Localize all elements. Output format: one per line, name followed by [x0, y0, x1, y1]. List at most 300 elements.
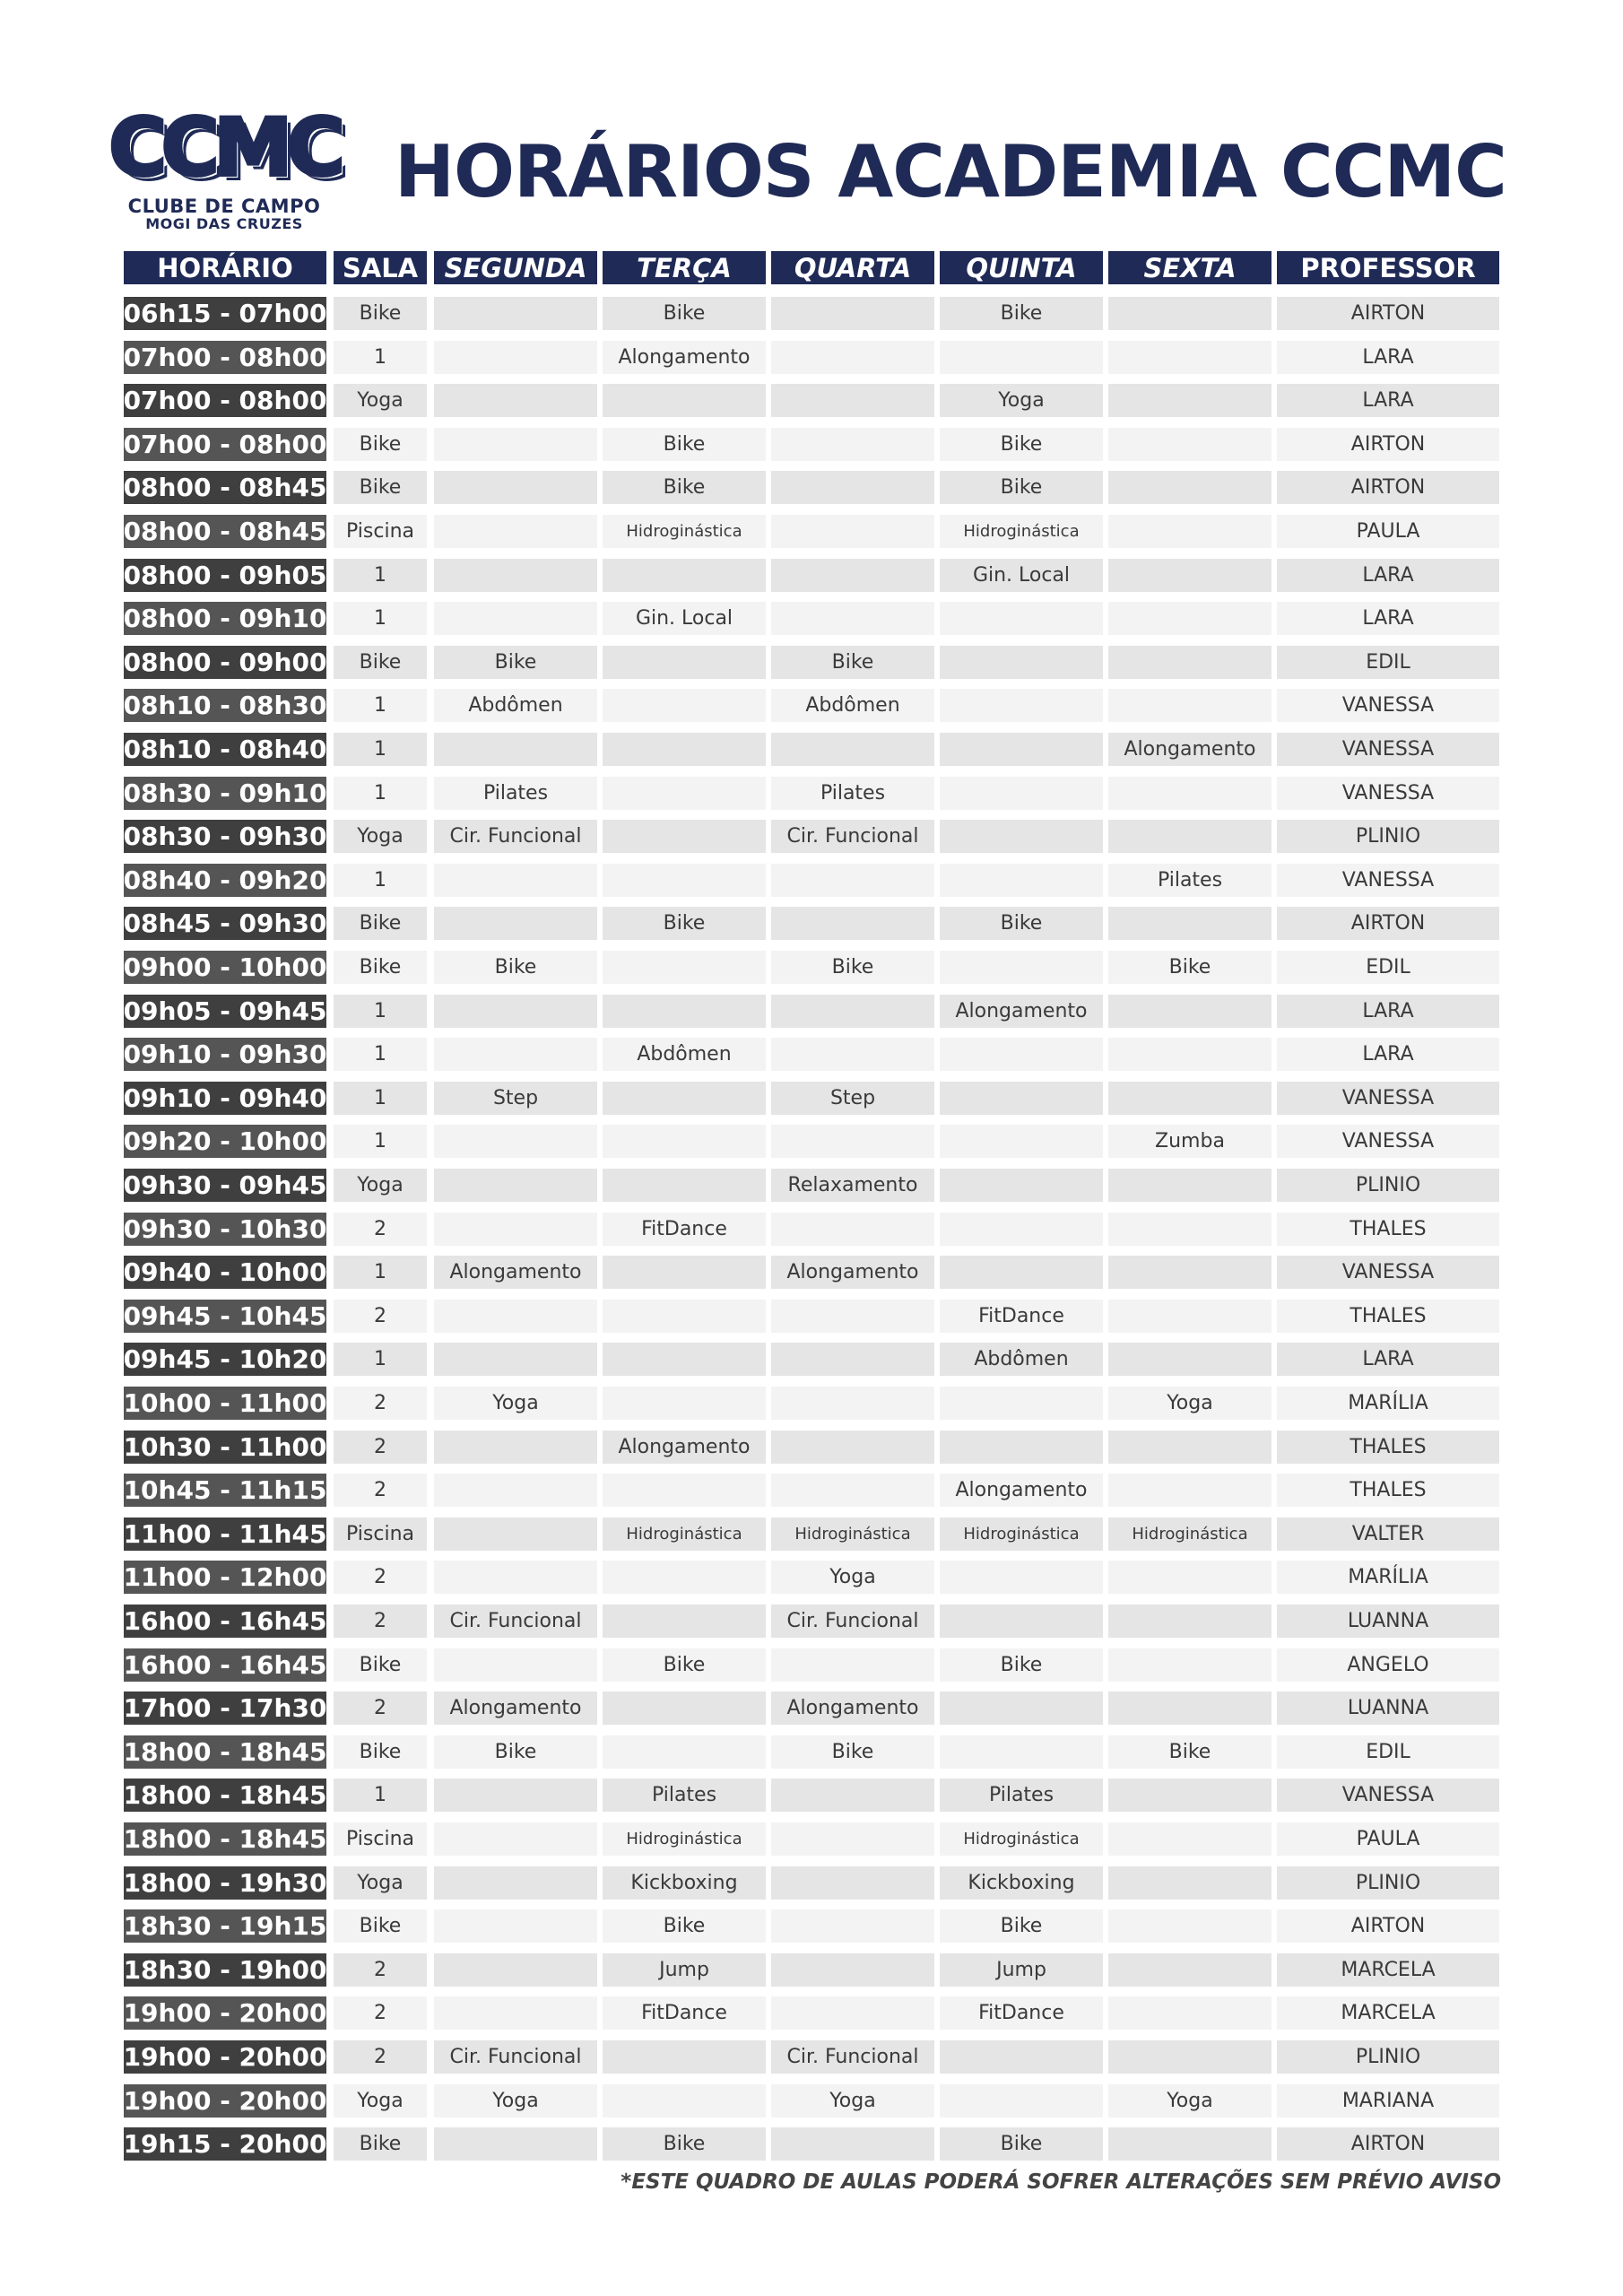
cell-sala: 2 [334, 1996, 427, 2030]
cell-segunda [434, 1343, 597, 1376]
cell-professor: LARA [1277, 1343, 1499, 1376]
cell-sexta [1108, 1300, 1271, 1333]
cell-segunda [434, 1779, 597, 1812]
cell-quinta [940, 1125, 1103, 1158]
cell-sexta [1108, 689, 1271, 722]
cell-quarta: Hidroginástica [771, 1518, 934, 1551]
cell-segunda [434, 428, 597, 461]
cell-sala: 2 [334, 1431, 427, 1464]
cell-quarta [771, 995, 934, 1028]
cell-segunda: Pilates [434, 777, 597, 810]
cell-professor: LARA [1277, 1038, 1499, 1071]
cell-terca [603, 2040, 766, 2074]
cell-professor: EDIL [1277, 1735, 1499, 1769]
table-row [0, 1256, 1623, 1289]
cell-terca [603, 646, 766, 679]
cell-horario: 09h30 - 10h30 [124, 1213, 326, 1244]
cell-quinta: Yoga [940, 384, 1103, 417]
cell-terca [603, 1343, 766, 1376]
cell-horario: 10h30 - 11h00 [124, 1431, 326, 1462]
cell-terca: Hidroginástica [603, 1822, 766, 1856]
table-row [0, 864, 1623, 897]
cell-segunda: Yoga [434, 2084, 597, 2118]
cell-segunda [434, 1648, 597, 1682]
cell-quinta: Alongamento [940, 995, 1103, 1028]
cell-horario: 18h30 - 19h15 [124, 1911, 326, 1942]
cell-terca: FitDance [603, 1213, 766, 1246]
cell-terca: Gin. Local [603, 602, 766, 635]
cell-terca [603, 864, 766, 897]
cell-horario: 08h30 - 09h10 [124, 778, 326, 808]
cell-professor: VALTER [1277, 1518, 1499, 1551]
cell-segunda [434, 1300, 597, 1333]
cell-professor: EDIL [1277, 646, 1499, 679]
cell-quinta [940, 689, 1103, 722]
cell-quinta [940, 1082, 1103, 1115]
cell-segunda [434, 559, 597, 592]
table-row [0, 1169, 1623, 1202]
cell-horario: 08h00 - 08h45 [124, 517, 326, 546]
cell-segunda [434, 1561, 597, 1594]
cell-quinta: Alongamento [940, 1474, 1103, 1507]
cell-sexta: Bike [1108, 1735, 1271, 1769]
cell-terca: Bike [603, 1909, 766, 1943]
header-quinta: QUINTA [940, 251, 1103, 284]
cell-sala: Bike [334, 471, 427, 504]
cell-sexta [1108, 1213, 1271, 1246]
cell-professor: LARA [1277, 995, 1499, 1028]
cell-terca [603, 1692, 766, 1725]
table-row [0, 1779, 1623, 1812]
table-row [0, 515, 1623, 548]
cell-quarta [771, 864, 934, 897]
cell-quarta [771, 1343, 934, 1376]
cell-horario: 08h40 - 09h20 [124, 865, 326, 895]
cell-quinta [940, 820, 1103, 853]
cell-sexta [1108, 515, 1271, 548]
cell-sala: 1 [334, 1256, 427, 1289]
cell-segunda [434, 1431, 597, 1464]
cell-terca: Bike [603, 2127, 766, 2161]
table-row [0, 951, 1623, 984]
cell-professor: VANESSA [1277, 733, 1499, 766]
cell-sexta [1108, 1866, 1271, 1900]
cell-sala: 1 [334, 559, 427, 592]
cell-professor: THALES [1277, 1213, 1499, 1246]
cell-horario: 09h30 - 09h45 [124, 1170, 326, 1200]
cell-quinta [940, 1256, 1103, 1289]
cell-quinta: Abdômen [940, 1343, 1103, 1376]
cell-terca: Pilates [603, 1779, 766, 1812]
cell-sala: Yoga [334, 1866, 427, 1900]
cell-quarta: Bike [771, 646, 934, 679]
cell-quinta [940, 864, 1103, 897]
cell-horario: 09h45 - 10h45 [124, 1300, 326, 1331]
cell-sala: Bike [334, 1648, 427, 1682]
cell-terca: Bike [603, 428, 766, 461]
cell-sala: Yoga [334, 820, 427, 853]
header-sala: SALA [334, 251, 427, 284]
cell-sexta [1108, 1431, 1271, 1464]
cell-sala: Yoga [334, 2084, 427, 2118]
cell-professor: LARA [1277, 341, 1499, 374]
cell-horario: 18h30 - 19h00 [124, 1954, 326, 1985]
cell-horario: 07h00 - 08h00 [124, 429, 326, 459]
cell-segunda [434, 1474, 597, 1507]
cell-quarta: Bike [771, 951, 934, 984]
cell-sala: 1 [334, 1082, 427, 1115]
cell-horario: 18h00 - 18h45 [124, 1780, 326, 1811]
cell-segunda [434, 384, 597, 417]
cell-professor: VANESSA [1277, 1779, 1499, 1812]
cell-sexta [1108, 1909, 1271, 1943]
cell-quarta [771, 1648, 934, 1682]
cell-sexta [1108, 1082, 1271, 1115]
cell-professor: PLINIO [1277, 1169, 1499, 1202]
cell-sala: 2 [334, 1300, 427, 1333]
cell-quinta [940, 1605, 1103, 1638]
table-row [0, 1300, 1623, 1333]
cell-terca [603, 951, 766, 984]
cell-terca: Kickboxing [603, 1866, 766, 1900]
cell-professor: EDIL [1277, 951, 1499, 984]
cell-professor: AIRTON [1277, 428, 1499, 461]
cell-quarta [771, 1953, 934, 1987]
cell-sexta [1108, 1343, 1271, 1376]
cell-terca: Bike [603, 907, 766, 940]
cell-quarta [771, 1474, 934, 1507]
cell-sala: Yoga [334, 384, 427, 417]
table-row [0, 689, 1623, 722]
cell-sala: 2 [334, 1561, 427, 1594]
cell-terca [603, 1387, 766, 1420]
cell-horario: 09h10 - 09h30 [124, 1039, 326, 1070]
cell-terca [603, 559, 766, 592]
cell-horario: 11h00 - 12h00 [124, 1562, 326, 1593]
cell-terca [603, 1561, 766, 1594]
cell-sala: 2 [334, 1605, 427, 1638]
cell-segunda: Bike [434, 951, 597, 984]
table-row [0, 820, 1623, 853]
cell-segunda [434, 1169, 597, 1202]
cell-sexta [1108, 602, 1271, 635]
table-row [0, 1387, 1623, 1420]
cell-horario: 19h15 - 20h00 [124, 2129, 326, 2160]
table-row [0, 297, 1623, 330]
table-row [0, 559, 1623, 592]
cell-segunda: Abdômen [434, 689, 597, 722]
cell-sala: 1 [334, 1125, 427, 1158]
header-quarta: QUARTA [771, 251, 934, 284]
cell-terca: Bike [603, 471, 766, 504]
cell-quinta: Hidroginástica [940, 1518, 1103, 1551]
table-row [0, 1735, 1623, 1769]
cell-quinta [940, 1692, 1103, 1725]
cell-professor: VANESSA [1277, 1256, 1499, 1289]
cell-sala: 1 [334, 602, 427, 635]
cell-sexta: Bike [1108, 951, 1271, 984]
cell-professor: VANESSA [1277, 1125, 1499, 1158]
cell-sala: 2 [334, 2040, 427, 2074]
cell-quarta [771, 384, 934, 417]
cell-quinta: Kickboxing [940, 1866, 1103, 1900]
cell-sexta [1108, 2127, 1271, 2161]
cell-terca [603, 1605, 766, 1638]
cell-professor: PAULA [1277, 1822, 1499, 1856]
cell-horario: 08h10 - 08h40 [124, 735, 326, 764]
table-row [0, 1474, 1623, 1507]
cell-segunda [434, 907, 597, 940]
cell-sala: 1 [334, 995, 427, 1028]
table-row [0, 777, 1623, 810]
cell-sexta [1108, 1822, 1271, 1856]
cell-horario: 17h00 - 17h30 [124, 1693, 326, 1724]
cell-horario: 08h00 - 09h10 [124, 604, 326, 634]
cell-sexta [1108, 1169, 1271, 1202]
cell-sexta [1108, 1038, 1271, 1071]
ccmc-logo [108, 101, 340, 232]
cell-sexta [1108, 1996, 1271, 2030]
cell-segunda [434, 1953, 597, 1987]
cell-quarta [771, 602, 934, 635]
cell-terca: FitDance [603, 1996, 766, 2030]
cell-quarta: Bike [771, 1735, 934, 1769]
cell-quarta [771, 297, 934, 330]
cell-segunda: Alongamento [434, 1692, 597, 1725]
cell-professor: AIRTON [1277, 297, 1499, 330]
cell-terca [603, 1169, 766, 1202]
cell-segunda [434, 733, 597, 766]
cell-horario: 08h45 - 09h30 [124, 909, 326, 939]
cell-terca [603, 689, 766, 722]
cell-quarta [771, 1431, 934, 1464]
cell-terca: Alongamento [603, 1431, 766, 1464]
table-row [0, 646, 1623, 679]
cell-horario: 16h00 - 16h45 [124, 1649, 326, 1680]
cell-sala: 2 [334, 1953, 427, 1987]
cell-segunda [434, 1125, 597, 1158]
cell-sala: Yoga [334, 1169, 427, 1202]
cell-horario: 09h00 - 10h00 [124, 952, 326, 982]
cell-sala: Bike [334, 907, 427, 940]
cell-quinta: Bike [940, 428, 1103, 461]
cell-quarta [771, 341, 934, 374]
cell-quarta [771, 559, 934, 592]
cell-horario: 19h00 - 20h00 [124, 2085, 326, 2116]
cell-professor: AIRTON [1277, 1909, 1499, 1943]
table-row [0, 1561, 1623, 1594]
cell-segunda: Cir. Funcional [434, 2040, 597, 2074]
cell-professor: MARCELA [1277, 1996, 1499, 2030]
cell-horario: 19h00 - 20h00 [124, 2042, 326, 2072]
cell-terca: Abdômen [603, 1038, 766, 1071]
cell-professor: LARA [1277, 602, 1499, 635]
cell-terca [603, 820, 766, 853]
table-row [0, 1996, 1623, 2030]
cell-terca: Bike [603, 1648, 766, 1682]
header-sexta: SEXTA [1108, 251, 1271, 284]
cell-sexta: Pilates [1108, 864, 1271, 897]
cell-sexta [1108, 995, 1271, 1028]
cell-quarta: Abdômen [771, 689, 934, 722]
cell-sala: Bike [334, 1909, 427, 1943]
cell-quinta [940, 2040, 1103, 2074]
logo-mark: CCMC [108, 101, 340, 194]
cell-quinta [940, 733, 1103, 766]
table-row [0, 1822, 1623, 1856]
cell-segunda: Cir. Funcional [434, 820, 597, 853]
cell-quarta [771, 1996, 934, 2030]
cell-sala: 1 [334, 777, 427, 810]
cell-terca: Alongamento [603, 341, 766, 374]
cell-quinta [940, 1735, 1103, 1769]
cell-segunda [434, 1822, 597, 1856]
cell-segunda [434, 297, 597, 330]
cell-horario: 06h15 - 07h00 [124, 299, 326, 328]
cell-sexta [1108, 1648, 1271, 1682]
cell-sala: Bike [334, 297, 427, 330]
cell-quarta: Cir. Funcional [771, 2040, 934, 2074]
cell-segunda: Step [434, 1082, 597, 1115]
cell-horario: 16h00 - 16h45 [124, 1606, 326, 1636]
cell-sexta [1108, 1474, 1271, 1507]
cell-quarta [771, 1300, 934, 1333]
cell-horario: 09h20 - 10h00 [124, 1126, 326, 1157]
cell-terca [603, 2084, 766, 2118]
cell-quinta: Pilates [940, 1779, 1103, 1812]
cell-sala: Bike [334, 1735, 427, 1769]
cell-terca [603, 1082, 766, 1115]
table-row [0, 995, 1623, 1028]
table-row [0, 428, 1623, 461]
cell-sexta [1108, 428, 1271, 461]
cell-quarta: Relaxamento [771, 1169, 934, 1202]
cell-horario: 09h10 - 09h40 [124, 1083, 326, 1113]
cell-quarta [771, 1866, 934, 1900]
cell-quarta [771, 2127, 934, 2161]
cell-segunda [434, 515, 597, 548]
cell-sexta [1108, 559, 1271, 592]
cell-quinta [940, 1038, 1103, 1071]
cell-quarta: Yoga [771, 1561, 934, 1594]
page-title: HORÁRIOS ACADEMIA CCMC [395, 130, 1506, 213]
cell-sala: Bike [334, 2127, 427, 2161]
table-row [0, 1431, 1623, 1464]
cell-horario: 19h00 - 20h00 [124, 1998, 326, 2029]
logo-line-2: MOGI DAS CRUZES [145, 215, 303, 232]
cell-sexta [1108, 297, 1271, 330]
cell-sala: 1 [334, 733, 427, 766]
cell-professor: MARÍLIA [1277, 1561, 1499, 1594]
cell-quinta [940, 951, 1103, 984]
cell-segunda [434, 471, 597, 504]
cell-quarta [771, 428, 934, 461]
cell-professor: ANGELO [1277, 1648, 1499, 1682]
cell-quarta [771, 1822, 934, 1856]
table-row [0, 2084, 1623, 2118]
cell-sexta: Zumba [1108, 1125, 1271, 1158]
cell-terca [603, 1735, 766, 1769]
cell-sexta [1108, 1779, 1271, 1812]
cell-terca [603, 1474, 766, 1507]
table-row [0, 907, 1623, 940]
cell-quinta [940, 341, 1103, 374]
cell-horario: 18h00 - 18h45 [124, 1824, 326, 1854]
cell-quarta: Cir. Funcional [771, 820, 934, 853]
table-row [0, 1343, 1623, 1376]
cell-professor: LARA [1277, 559, 1499, 592]
cell-horario: 11h00 - 11h45 [124, 1518, 326, 1549]
cell-sala: 2 [334, 1474, 427, 1507]
cell-sexta: Alongamento [1108, 733, 1271, 766]
cell-segunda [434, 1996, 597, 2030]
cell-sala: 2 [334, 1213, 427, 1246]
cell-segunda [434, 864, 597, 897]
table-row [0, 1518, 1623, 1551]
cell-quarta [771, 1909, 934, 1943]
cell-quinta: Bike [940, 471, 1103, 504]
cell-segunda: Cir. Funcional [434, 1605, 597, 1638]
cell-sala: 1 [334, 864, 427, 897]
cell-sala: Bike [334, 951, 427, 984]
cell-quinta [940, 1561, 1103, 1594]
cell-professor: PAULA [1277, 515, 1499, 548]
cell-quinta [940, 646, 1103, 679]
cell-sexta [1108, 1953, 1271, 1987]
cell-sala: 2 [334, 1387, 427, 1420]
cell-sala: Piscina [334, 1822, 427, 1856]
logo-line-1: CLUBE DE CAMPO [127, 196, 321, 217]
cell-terca [603, 384, 766, 417]
cell-horario: 07h00 - 08h00 [124, 342, 326, 372]
cell-sala: 1 [334, 1038, 427, 1071]
cell-professor: LUANNA [1277, 1605, 1499, 1638]
cell-horario: 08h00 - 09h05 [124, 560, 326, 590]
cell-horario: 09h05 - 09h45 [124, 996, 326, 1026]
cell-professor: AIRTON [1277, 907, 1499, 940]
table-row [0, 341, 1623, 374]
cell-sexta [1108, 646, 1271, 679]
cell-sexta: Yoga [1108, 2084, 1271, 2118]
cell-professor: PLINIO [1277, 1866, 1499, 1900]
cell-sala: 1 [334, 689, 427, 722]
cell-segunda [434, 995, 597, 1028]
cell-horario: 10h45 - 11h15 [124, 1475, 326, 1506]
cell-terca [603, 1256, 766, 1289]
cell-quinta: FitDance [940, 1300, 1103, 1333]
table-row [0, 1038, 1623, 1071]
cell-segunda: Yoga [434, 1387, 597, 1420]
cell-professor: MARÍLIA [1277, 1387, 1499, 1420]
cell-quinta: Bike [940, 1909, 1103, 1943]
table-row [0, 1909, 1623, 1943]
cell-segunda [434, 1213, 597, 1246]
cell-professor: LUANNA [1277, 1692, 1499, 1725]
cell-sala: 1 [334, 1343, 427, 1376]
table-row [0, 1648, 1623, 1682]
cell-quarta [771, 1779, 934, 1812]
cell-professor: MARIANA [1277, 2084, 1499, 2118]
cell-quarta [771, 1125, 934, 1158]
cell-sala: 1 [334, 341, 427, 374]
cell-segunda [434, 1909, 597, 1943]
cell-segunda: Bike [434, 646, 597, 679]
cell-quinta: Hidroginástica [940, 1822, 1103, 1856]
table-row [0, 1605, 1623, 1638]
cell-sala: Piscina [334, 1518, 427, 1551]
cell-professor: THALES [1277, 1474, 1499, 1507]
cell-quarta [771, 471, 934, 504]
